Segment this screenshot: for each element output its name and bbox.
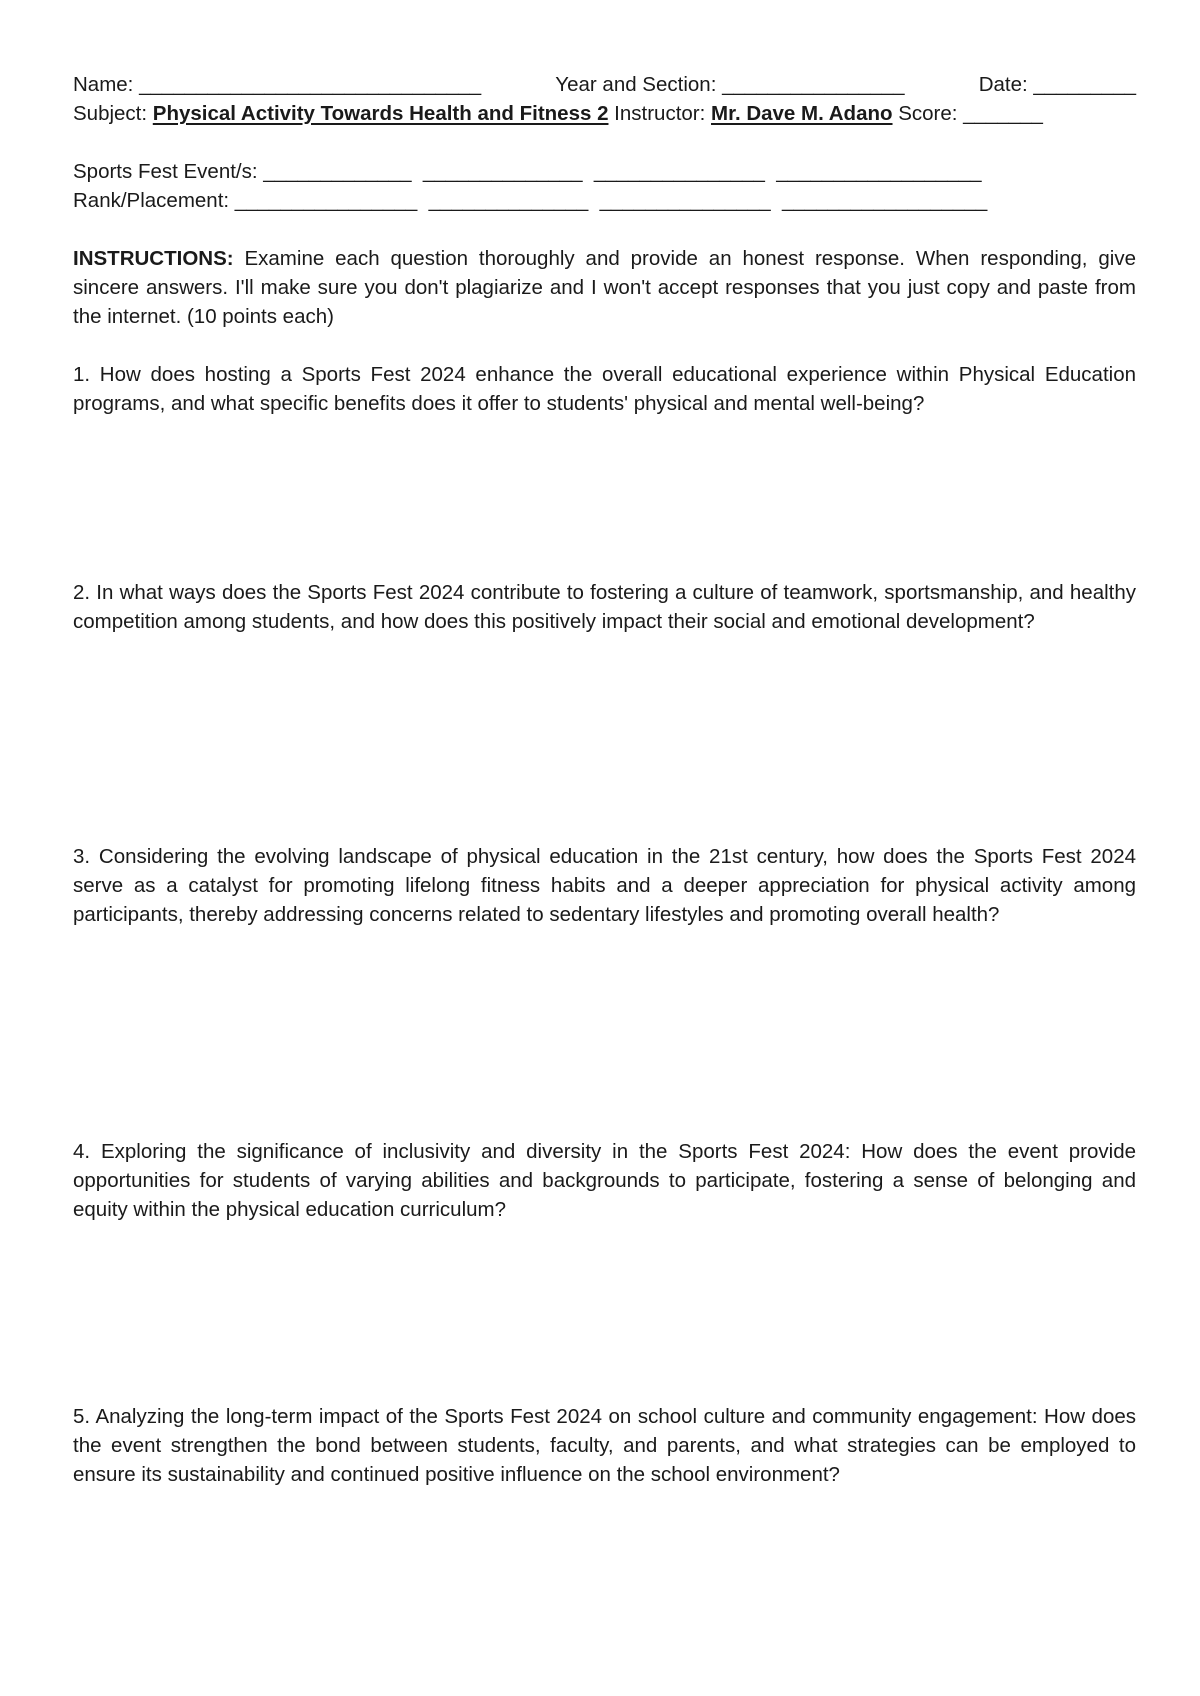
date-field[interactable]: Date: _________	[978, 73, 1136, 96]
question-4: 4. Exploring the significance of inclusivity and diversity in the Sports Fest 2024: How does the event provide opportunities for students of varying abilities and backgrounds to participate, fostering a sense of belonging and equity within the physical education curriculum?	[73, 1140, 1136, 1221]
rank-placement-line[interactable]: Rank/Placement: ________________ ______________ _______________ __________________	[73, 189, 988, 212]
instructions-label: INSTRUCTIONS:	[73, 247, 234, 270]
subject-value: Physical Activity Towards Health and Fitness 2	[152, 102, 609, 125]
instructor-label: Instructor:	[608, 102, 712, 125]
header-line-2	[73, 99, 1136, 128]
header-line-1	[73, 70, 1136, 99]
question-1: 1. How does hosting a Sports Fest 2024 enhance the overall educational experience within Physical Education programs, and what specific benefits does it offer to students' physical and mental well-being?	[73, 363, 1136, 415]
question-2: 2. In what ways does the Sports Fest 2024 contribute to fostering a culture of teamwork, sportsmanship, and healthy competition among students, and how does this positively impact their social and emotional development?	[73, 581, 1136, 633]
instructions	[73, 244, 1136, 331]
score-field[interactable]: Score: _______	[892, 102, 1043, 125]
subject-label: Subject:	[73, 102, 153, 125]
year-section-field[interactable]: Year and Section: ________________	[555, 73, 905, 96]
name-field[interactable]: Name: ______________________________	[73, 73, 482, 96]
question-3: 3. Considering the evolving landscape of physical education in the 21st century, how does the Sports Fest 2024 serve as a catalyst for promoting lifelong fitness habits and a deeper appreciation for physical activity among participants, thereby addressing concerns related to sedentary lifestyles and promoting overall health?	[73, 845, 1136, 926]
sports-event-line[interactable]: Sports Fest Event/s: _____________ ______________ _______________ __________________	[73, 160, 982, 183]
instructor-value: Mr. Dave M. Adano	[711, 102, 893, 125]
worksheet-page	[73, 70, 1136, 1489]
question-5: 5. Analyzing the long-term impact of the Sports Fest 2024 on school culture and community engagement: How does the event strengthen the bond between students, faculty, and parents, and what strategies can be employed to ensure its sustainability and continued positive influence on the school environment?	[73, 1405, 1136, 1486]
instructions-text: Examine each question thoroughly and provide an honest response. When responding, give sincere answers. I'll make sure you don't plagiarize and I won't accept responses that you just copy and paste from the internet. (10 points each)	[73, 247, 1136, 328]
